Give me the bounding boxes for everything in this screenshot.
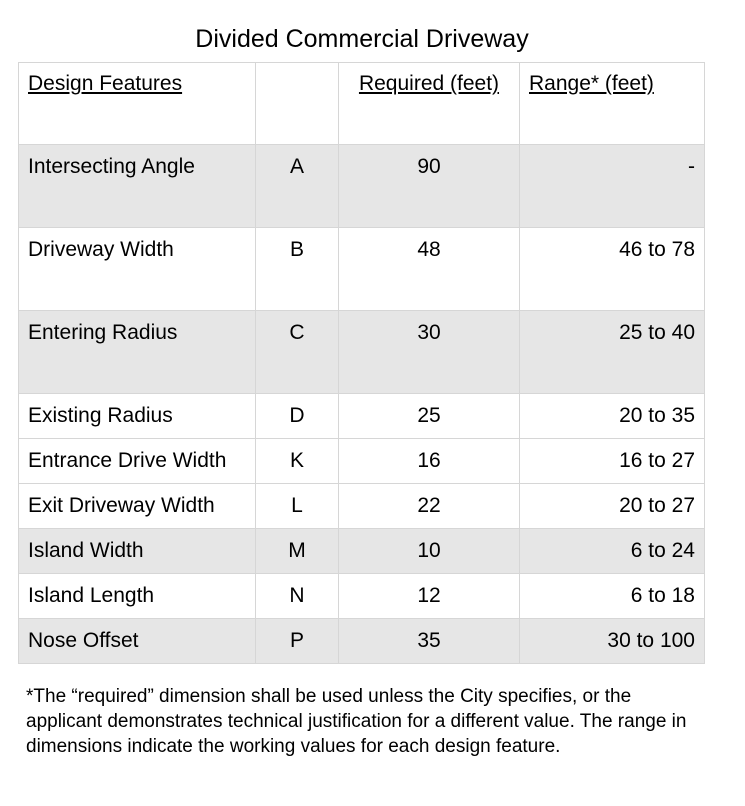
required-cell: 25 xyxy=(339,394,520,439)
range-cell: 16 to 27 xyxy=(520,439,705,484)
range-cell: 30 to 100 xyxy=(520,619,705,664)
range-cell: 6 to 24 xyxy=(520,529,705,574)
range-cell: 6 to 18 xyxy=(520,574,705,619)
code-cell: L xyxy=(256,484,339,529)
table-row xyxy=(19,439,705,484)
feature-cell: Intersecting Angle xyxy=(19,145,256,228)
code-cell: P xyxy=(256,619,339,664)
required-cell: 30 xyxy=(339,311,520,394)
table-row xyxy=(19,228,705,311)
range-cell: 25 to 40 xyxy=(520,311,705,394)
footnote: *The “required” dimension shall be used unless the City specifies, or the applicant demonstrates technical justification for a different value. The range in dimensions indicate the working values for each design feature. xyxy=(26,686,687,757)
table-row xyxy=(19,311,705,394)
design-dimensions-table xyxy=(18,62,705,664)
required-cell: 90 xyxy=(339,145,520,228)
header-required: Required (feet) xyxy=(339,63,520,145)
header-design-features: Design Features xyxy=(19,63,256,145)
feature-cell: Island Length xyxy=(19,574,256,619)
code-cell: C xyxy=(256,311,339,394)
code-cell: N xyxy=(256,574,339,619)
header-code xyxy=(256,63,339,145)
required-cell: 12 xyxy=(339,574,520,619)
range-cell: 20 to 27 xyxy=(520,484,705,529)
table-row xyxy=(19,484,705,529)
code-cell: K xyxy=(256,439,339,484)
range-cell: 20 to 35 xyxy=(520,394,705,439)
table-header-row xyxy=(19,63,705,145)
range-cell: - xyxy=(520,145,705,228)
required-cell: 10 xyxy=(339,529,520,574)
required-cell: 16 xyxy=(339,439,520,484)
table-row xyxy=(19,529,705,574)
code-cell: D xyxy=(256,394,339,439)
code-cell: A xyxy=(256,145,339,228)
feature-cell: Nose Offset xyxy=(19,619,256,664)
table-row xyxy=(19,394,705,439)
header-range: Range* (feet) xyxy=(520,63,705,145)
feature-cell: Driveway Width xyxy=(19,228,256,311)
page-title: Divided Commercial Driveway xyxy=(195,25,529,53)
code-cell: M xyxy=(256,529,339,574)
table-row xyxy=(19,619,705,664)
feature-cell: Entrance Drive Width xyxy=(19,439,256,484)
required-cell: 22 xyxy=(339,484,520,529)
table-row xyxy=(19,145,705,228)
table-row xyxy=(19,574,705,619)
code-cell: B xyxy=(256,228,339,311)
feature-cell: Existing Radius xyxy=(19,394,256,439)
feature-cell: Entering Radius xyxy=(19,311,256,394)
feature-cell: Island Width xyxy=(19,529,256,574)
feature-cell: Exit Driveway Width xyxy=(19,484,256,529)
required-cell: 48 xyxy=(339,228,520,311)
required-cell: 35 xyxy=(339,619,520,664)
range-cell: 46 to 78 xyxy=(520,228,705,311)
